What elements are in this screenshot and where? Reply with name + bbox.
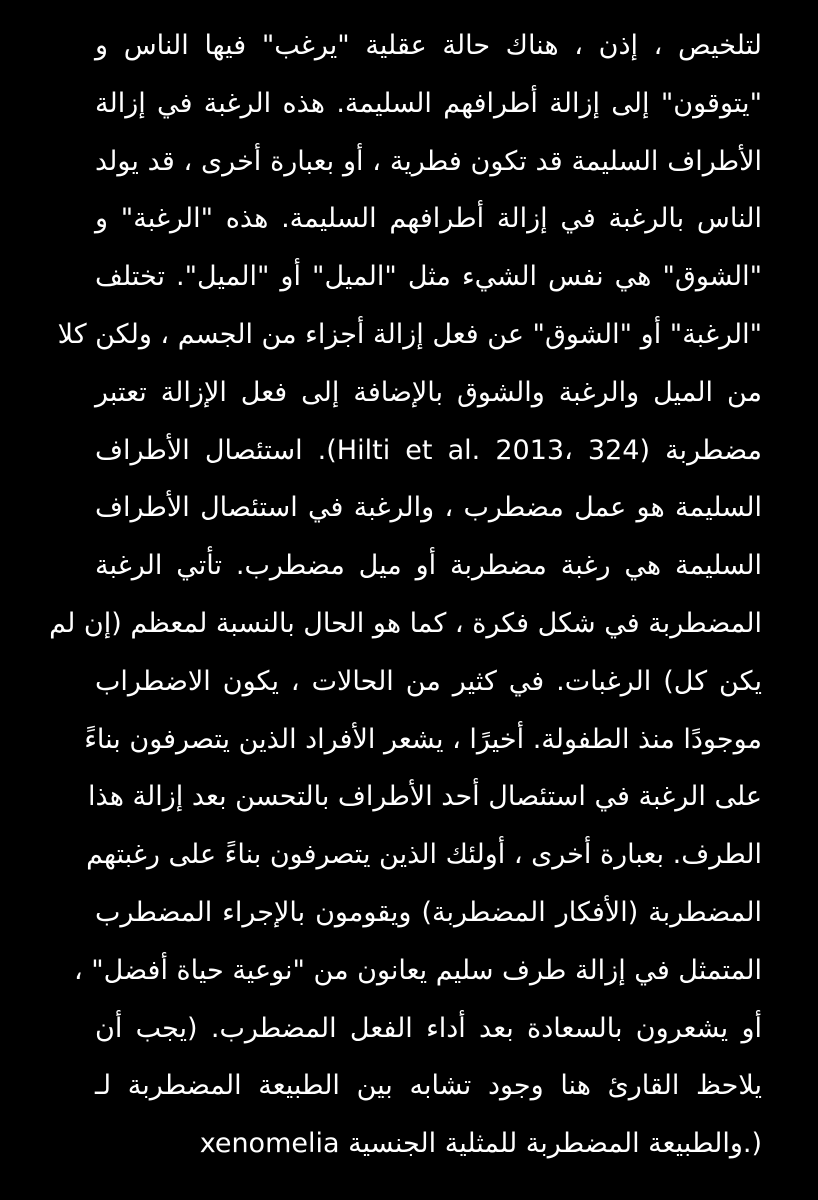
text-line-10: السليمة هي رغبة مضطربة أو ميل مضطرب. تأتي الرغبة	[95, 550, 762, 582]
text-line-16: المضطربة (الأفكار المضطربة) ويقومون بالإجراء المضطرب	[95, 896, 762, 928]
text-line-5: "الشوق" هي نفس الشيء مثل "الميل" أو "الميل". تختلف	[95, 261, 762, 293]
text-line-18: أو يشعرون بالسعادة بعد أداء الفعل المضطرب. (يجب أن	[95, 1012, 762, 1044]
text-line-14: على الرغبة في استئصال أحد الأطراف بالتحسن بعد إزالة هذا	[88, 781, 762, 813]
text-line-4: الناس بالرغبة في إزالة أطرافهم السليمة. هذه "الرغبة" و	[95, 203, 762, 235]
text-line-1: لتلخيص ، إذن ، هناك حالة عقلية "يرغب" فيها الناس و	[95, 30, 762, 61]
text-line-12: يكن كل) الرغبات. في كثير من الحالات ، يكون الاضطراب	[95, 665, 762, 697]
text-line-3: الأطراف السليمة قد تكون فطرية ، أو بعبارة أخرى ، قد يولد	[95, 145, 762, 177]
text-line-2: "يتوقون" إلى إزالة أطرافهم السليمة. هذه الرغبة في إزالة	[95, 87, 762, 119]
text-line-7: من الميل والرغبة والشوق بالإضافة إلى فعل الإزالة تعتبر	[95, 376, 762, 408]
text-line-17: المتمثل في إزالة طرف سليم يعانون من "نوعية حياة أفضل" ،	[73, 954, 762, 986]
text-line-6: "الرغبة" أو "الشوق" عن فعل إزالة أجزاء من الجسم ، ولكن كلا	[57, 318, 762, 350]
arabic-text-paragraph	[49, 17, 762, 1173]
text-line-15: الطرف. بعبارة أخرى ، أولئك الذين يتصرفون بناءً على رغبتهم	[86, 839, 762, 871]
text-line-19: يلاحظ القارئ هنا وجود تشابه بين الطبيعة المضطربة لـ	[95, 1070, 762, 1102]
text-line-13: موجودًا منذ الطفولة. أخيرًا ، يشعر الأفراد الذين يتصرفون بناءً	[84, 723, 762, 755]
text-line-20: xenomelia والطبيعة المضطربة للمثلية الجنسية.)	[199, 1128, 762, 1160]
text-line-8: مضطربة (Hilti et al. 2013، 324). استئصال الأطراف	[95, 434, 762, 466]
text-line-11: المضطربة في شكل فكرة ، كما هو الحال بالنسبة لمعظم (إن لم	[49, 607, 762, 639]
text-line-9: السليمة هو عمل مضطرب ، والرغبة في استئصال الأطراف	[95, 492, 762, 524]
